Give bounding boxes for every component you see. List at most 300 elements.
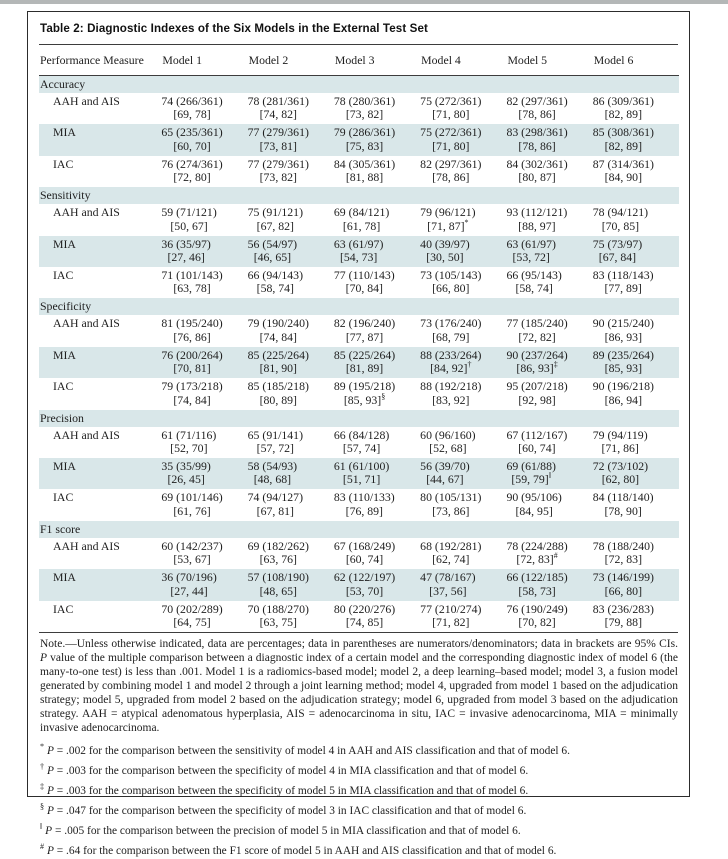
footnote-symbol: ‡ <box>40 782 45 792</box>
cell-value: 66 (84/128) <box>333 427 390 442</box>
cell-value: 56 (54/97) <box>247 236 298 251</box>
data-cell <box>506 489 592 520</box>
cell-value: 80 (220/276) <box>333 601 396 616</box>
col-header-model-3: Model 3 <box>334 45 420 76</box>
data-cell <box>506 458 592 489</box>
cell-value: 65 (235/361) <box>161 125 223 140</box>
cell-ci: [67, 81] <box>256 503 294 518</box>
cell-ci: [66, 80] <box>432 281 470 296</box>
section-row <box>39 298 679 315</box>
data-cell <box>506 347 592 378</box>
cell-value: 63 (61/97) <box>506 236 556 251</box>
data-cell <box>334 489 420 520</box>
data-cell <box>593 236 679 267</box>
cell-value: 78 (280/361) <box>333 94 396 108</box>
footnote-marker: # <box>553 551 558 561</box>
data-cell <box>248 489 334 520</box>
cell-ci: [70, 82] <box>518 615 556 630</box>
cell-ci: [78, 86] <box>518 107 556 122</box>
diagnostic-indexes-table <box>39 45 679 632</box>
data-cell <box>593 204 679 235</box>
table-row <box>39 236 679 267</box>
data-cell <box>248 458 334 489</box>
data-cell <box>506 378 592 409</box>
cell-value: 74 (94/127) <box>247 490 304 505</box>
data-cell <box>506 236 592 267</box>
data-cell <box>334 538 420 569</box>
data-cell <box>161 236 247 267</box>
row-label: AAH and AIS <box>53 94 120 108</box>
table-row <box>39 601 679 632</box>
cell-ci: [76, 89] <box>345 503 383 518</box>
cell-ci: [74, 84] <box>173 392 211 407</box>
cell-ci: [86, 93] <box>516 361 554 376</box>
col-header-performance-measure: Performance Measure <box>39 45 161 76</box>
cell-value: 66 (94/143) <box>247 268 304 283</box>
cell-value: 82 (297/361) <box>506 94 568 108</box>
data-cell <box>161 458 247 489</box>
cell-ci: [73, 86] <box>432 503 470 518</box>
cell-value: 76 (190/249) <box>506 601 568 616</box>
cell-value: 56 (39/70) <box>420 459 470 474</box>
data-cell <box>248 378 334 409</box>
footnote-p-symbol: P <box>46 805 54 818</box>
cell-ci: [86, 94] <box>604 392 643 407</box>
cell-value: 76 (200/264) <box>161 347 223 362</box>
cell-ci: [70, 85] <box>601 218 640 233</box>
data-cell <box>248 124 334 155</box>
table-row <box>39 315 679 346</box>
table-row <box>39 124 679 155</box>
data-cell <box>593 378 679 409</box>
cell-ci: [46, 65] <box>253 250 292 265</box>
cell-value: 36 (35/97) <box>161 236 211 251</box>
cell-ci: [61, 76] <box>173 503 211 518</box>
cell-ci: [78, 90] <box>604 503 642 518</box>
data-cell <box>420 267 506 298</box>
section-header-label: Sensitivity <box>40 188 91 203</box>
data-cell <box>161 156 247 187</box>
footnote-symbol: § <box>40 802 45 812</box>
data-cell <box>420 315 506 346</box>
cell-value: 69 (61/88) <box>506 459 556 474</box>
data-cell <box>248 236 334 267</box>
cell-ci: [77, 89] <box>604 281 642 296</box>
cell-ci: [63, 76] <box>259 552 297 567</box>
row-label: MIA <box>53 236 76 251</box>
section-header-label: Specificity <box>40 299 92 314</box>
cell-ci: [82, 89] <box>604 107 643 122</box>
data-cell <box>420 347 506 378</box>
cell-ci: [76, 86] <box>173 329 211 344</box>
row-label: IAC <box>53 601 74 616</box>
footnote-text: = .047 for the comparison between the specificity of model 3 in IAC classification and that of model 6. <box>53 805 527 818</box>
footnote-text: = .003 for the comparison between the specificity of model 4 in MIA classification and that of model 6. <box>53 765 529 778</box>
cell-ci: [88, 97] <box>518 218 556 233</box>
footnote <box>40 739 678 759</box>
cell-value: 69 (182/262) <box>247 538 309 553</box>
row-label: IAC <box>53 156 74 171</box>
cell-ci: [59, 79] <box>511 472 549 487</box>
data-cell <box>248 267 334 298</box>
data-cell <box>420 489 506 520</box>
cell-ci: [70, 81] <box>173 361 211 376</box>
data-cell <box>420 569 506 600</box>
cell-value: 83 (298/361) <box>506 125 568 140</box>
data-cell <box>334 601 420 632</box>
cell-value: 36 (70/196) <box>161 570 217 585</box>
col-header-model-2: Model 2 <box>248 45 334 76</box>
cell-value: 74 (266/361) <box>161 94 223 108</box>
cell-ci: [86, 93] <box>604 329 643 344</box>
cell-value: 69 (84/121) <box>333 205 390 220</box>
cell-value: 78 (94/121) <box>592 205 649 220</box>
cell-value: 67 (168/249) <box>333 538 396 553</box>
cell-value: 80 (105/131) <box>420 490 482 505</box>
cell-ci: [63, 78] <box>173 281 211 296</box>
data-cell <box>506 267 592 298</box>
footnote-p-symbol: P <box>46 845 54 858</box>
table-card <box>27 11 690 858</box>
section-header-label: Precision <box>40 410 84 425</box>
cell-value: 90 (196/218) <box>592 379 654 394</box>
cell-value: 84 (302/361) <box>506 156 568 171</box>
data-cell <box>506 156 592 187</box>
cell-ci: [71, 80] <box>432 107 470 122</box>
cell-value: 40 (39/97) <box>420 236 470 251</box>
cell-ci: [74, 85] <box>345 615 384 630</box>
footnote <box>40 819 678 839</box>
cell-value: 85 (225/264) <box>247 347 309 362</box>
table-row <box>39 378 679 409</box>
table-note <box>40 638 678 735</box>
cell-ci: [73, 82] <box>259 170 297 185</box>
section-row <box>39 410 679 427</box>
data-cell <box>161 315 247 346</box>
cell-ci: [85, 93] <box>604 361 643 376</box>
col-header-model-4: Model 4 <box>420 45 506 76</box>
cell-ci: [77, 87] <box>345 329 384 344</box>
row-label: IAC <box>53 490 74 505</box>
cell-value: 73 (146/199) <box>592 570 654 585</box>
cell-value: 82 (196/240) <box>333 316 396 331</box>
cell-ci: [73, 82] <box>345 107 384 122</box>
data-cell <box>248 569 334 600</box>
cell-ci: [71, 86] <box>601 441 639 456</box>
row-label: AAH and AIS <box>53 205 120 220</box>
cell-value: 69 (101/146) <box>161 490 223 505</box>
cell-ci: [81, 88] <box>345 170 384 185</box>
cell-value: 89 (235/264) <box>592 347 654 362</box>
data-cell <box>248 156 334 187</box>
cell-ci: [71, 82] <box>432 615 470 630</box>
cell-ci: [81, 90] <box>259 361 297 376</box>
cell-value: 75 (91/121) <box>247 205 304 220</box>
cell-ci: [57, 72] <box>256 441 294 456</box>
cell-value: 77 (185/240) <box>506 316 568 331</box>
cell-value: 79 (94/119) <box>592 427 648 442</box>
cell-ci: [52, 68] <box>429 441 467 456</box>
data-cell <box>161 569 247 600</box>
data-cell <box>248 601 334 632</box>
cell-value: 84 (118/140) <box>592 490 654 505</box>
data-cell <box>506 538 592 569</box>
cell-ci: [51, 71] <box>342 472 381 487</box>
cell-ci: [66, 80] <box>604 583 643 598</box>
screenshot-top-edge <box>0 0 728 4</box>
cell-ci: [52, 70] <box>170 441 208 456</box>
data-cell <box>593 124 679 155</box>
cell-ci: [74, 82] <box>259 107 297 122</box>
cell-ci: [72, 83] <box>516 552 554 567</box>
data-cell <box>334 378 420 409</box>
cell-value: 83 (110/133) <box>333 490 395 505</box>
data-cell <box>420 378 506 409</box>
note-text-post: value of the multiple comparison between a diagnostic index of a certain model and the corresponding diagnostic index of model 6 (the many-to-one test) is less than .001. Model 1 is a radiomics-based model; model 2, a deep learning–based model; model 3, a fusion model generated by combining model 1 and model 2 through a joint learning method; model 4, upgraded from model 1 based on the adjudication strategy; model 5, upgraded from model 2 based on the adjudication strategy; model 6, upgraded from model 3 based on the adjudication strategy. AAH = atypical adenomatous hyperplasia, AIS = adenocarcinoma in situ, IAC = invasive adenocarcinoma, MIA = minimally invasive adenocarcinoma. <box>40 652 678 734</box>
data-cell <box>593 601 679 632</box>
cell-ci: [60, 74] <box>518 441 556 456</box>
data-cell <box>161 204 247 235</box>
data-cell <box>248 538 334 569</box>
cell-value: 83 (118/143) <box>592 268 654 283</box>
cell-value: 90 (237/264) <box>506 347 568 362</box>
cell-ci: [72, 82] <box>518 329 556 344</box>
cell-ci: [64, 75] <box>173 615 211 630</box>
cell-ci: [72, 80] <box>173 170 211 185</box>
data-cell <box>593 569 679 600</box>
footnote-symbol: # <box>40 842 45 852</box>
footnote <box>40 759 678 779</box>
row-label: IAC <box>53 379 74 394</box>
cell-ci: [80, 87] <box>518 170 556 185</box>
cell-value: 59 (71/121) <box>161 205 217 220</box>
data-cell <box>334 236 420 267</box>
data-cell <box>334 315 420 346</box>
cell-value: 70 (202/289) <box>161 601 223 616</box>
footnote-text: = .64 for the comparison between the F1 score of model 5 in AAH and AIS classification and that of model 6. <box>53 845 557 858</box>
footnote-symbol: * <box>40 742 45 752</box>
data-cell <box>506 315 592 346</box>
section-row <box>39 187 679 204</box>
row-label: AAH and AIS <box>53 538 120 553</box>
footnote-p-symbol: P <box>45 825 53 838</box>
data-cell <box>506 569 592 600</box>
row-label: MIA <box>53 347 76 362</box>
data-cell <box>334 267 420 298</box>
footnote <box>40 779 678 799</box>
cell-ci: [53, 72] <box>512 250 550 265</box>
data-cell <box>161 601 247 632</box>
footnote <box>40 799 678 819</box>
data-cell <box>334 427 420 458</box>
data-cell <box>593 267 679 298</box>
column-header-row <box>39 45 679 76</box>
cell-ci: [78, 86] <box>518 138 556 153</box>
cell-ci: [60, 74] <box>345 552 384 567</box>
data-cell <box>161 538 247 569</box>
data-cell <box>506 93 592 124</box>
data-cell <box>420 427 506 458</box>
data-cell <box>334 156 420 187</box>
cell-value: 75 (272/361) <box>420 125 482 140</box>
footnote-marker: * <box>464 217 469 227</box>
cell-value: 60 (96/160) <box>420 427 476 442</box>
cell-ci: [57, 74] <box>342 441 381 456</box>
cell-ci: [27, 44] <box>170 583 208 598</box>
cell-ci: [92, 98] <box>518 392 556 407</box>
row-label: MIA <box>53 459 76 474</box>
cell-value: 79 (286/361) <box>333 125 396 140</box>
cell-ci: [62, 80] <box>601 472 640 487</box>
cell-value: 79 (190/240) <box>247 316 309 331</box>
cell-value: 78 (281/361) <box>247 94 309 108</box>
data-cell <box>593 458 679 489</box>
cell-value: 85 (308/361) <box>592 125 654 140</box>
data-cell <box>161 124 247 155</box>
cell-value: 88 (233/264) <box>420 347 482 362</box>
data-cell <box>161 93 247 124</box>
data-cell <box>161 267 247 298</box>
cell-ci: [69, 78] <box>173 107 211 122</box>
data-cell <box>593 538 679 569</box>
footnote-marker: ‖ <box>548 471 551 481</box>
cell-value: 87 (314/361) <box>592 156 654 171</box>
col-header-model-1: Model 1 <box>161 45 247 76</box>
data-cell <box>420 601 506 632</box>
row-label: AAH and AIS <box>53 316 120 331</box>
cell-ci: [48, 65] <box>259 583 297 598</box>
data-cell <box>593 427 679 458</box>
cell-value: 90 (215/240) <box>592 316 654 331</box>
data-cell <box>161 489 247 520</box>
footnote-p-symbol: P <box>46 785 54 798</box>
cell-value: 79 (96/121) <box>420 205 476 220</box>
data-cell <box>161 378 247 409</box>
cell-ci: [37, 56] <box>429 583 467 598</box>
section-row <box>39 521 679 538</box>
row-label: AAH and AIS <box>53 427 120 442</box>
cell-ci: [54, 73] <box>339 250 378 265</box>
col-header-model-6: Model 6 <box>593 45 679 76</box>
data-cell <box>248 427 334 458</box>
cell-ci: [62, 74] <box>432 552 470 567</box>
data-cell <box>420 458 506 489</box>
data-cell <box>593 347 679 378</box>
cell-ci: [68, 79] <box>432 329 470 344</box>
footnote-p-symbol: P <box>46 765 54 778</box>
data-cell <box>593 489 679 520</box>
data-cell <box>248 315 334 346</box>
footnote-symbol: ‖ <box>40 822 43 832</box>
cell-value: 85 (185/218) <box>247 379 309 394</box>
data-cell <box>334 124 420 155</box>
cell-ci: [75, 83] <box>345 138 384 153</box>
data-cell <box>593 315 679 346</box>
cell-ci: [74, 84] <box>259 329 297 344</box>
cell-value: 88 (192/218) <box>420 379 482 394</box>
footnote-text: = .005 for the comparison between the precision of model 5 in MIA classification and that of model 6. <box>52 825 521 838</box>
cell-ci: [67, 82] <box>256 218 294 233</box>
cell-value: 78 (188/240) <box>592 538 654 553</box>
data-cell <box>506 204 592 235</box>
cell-value: 57 (108/190) <box>247 570 309 585</box>
cell-ci: [72, 83] <box>604 552 643 567</box>
section-header-label: F1 score <box>40 521 81 536</box>
data-cell <box>506 427 592 458</box>
cell-ci: [81, 89] <box>345 361 384 376</box>
table-row <box>39 347 679 378</box>
table-row <box>39 427 679 458</box>
cell-ci: [78, 86] <box>432 170 470 185</box>
cell-value: 93 (112/121) <box>506 205 568 220</box>
cell-value: 77 (279/361) <box>247 156 309 171</box>
row-label: MIA <box>53 570 76 585</box>
footnote-text: = .003 for the comparison between the specificity of model 5 in MIA classification and that of model 6. <box>53 785 529 798</box>
data-cell <box>334 458 420 489</box>
cell-value: 61 (71/116) <box>161 427 217 442</box>
cell-value: 60 (142/237) <box>161 538 223 553</box>
cell-value: 66 (95/143) <box>506 268 562 283</box>
cell-ci: [71, 87] <box>427 218 465 233</box>
cell-ci: [61, 78] <box>342 218 381 233</box>
cell-value: 84 (305/361) <box>333 156 396 171</box>
cell-value: 78 (224/288) <box>506 538 568 553</box>
cell-ci: [30, 50] <box>426 250 464 265</box>
footnote-symbol: † <box>40 762 45 772</box>
data-cell <box>506 601 592 632</box>
cell-value: 83 (236/283) <box>592 601 654 616</box>
cell-value: 86 (309/361) <box>592 94 654 108</box>
section-row <box>39 76 679 94</box>
data-cell <box>334 93 420 124</box>
cell-ci: [79, 88] <box>604 615 643 630</box>
data-cell <box>420 124 506 155</box>
data-cell <box>506 124 592 155</box>
cell-ci: [84, 95] <box>515 503 553 518</box>
cell-value: 62 (122/197) <box>333 570 396 585</box>
data-cell <box>420 156 506 187</box>
cell-ci: [60, 70] <box>173 138 211 153</box>
data-cell <box>248 204 334 235</box>
cell-value: 35 (35/99) <box>161 459 211 474</box>
cell-value: 70 (188/270) <box>247 601 309 616</box>
cell-ci: [58, 74] <box>256 281 294 296</box>
data-cell <box>420 93 506 124</box>
cell-value: 67 (112/167) <box>506 427 568 442</box>
data-cell <box>248 347 334 378</box>
cell-value: 85 (225/264) <box>333 347 396 362</box>
data-cell <box>161 427 247 458</box>
cell-value: 61 (61/100) <box>333 459 390 474</box>
data-cell <box>420 204 506 235</box>
cell-value: 90 (95/106) <box>506 490 562 505</box>
cell-value: 68 (192/281) <box>420 538 482 553</box>
table-row <box>39 267 679 298</box>
table-row <box>39 458 679 489</box>
cell-ci: [84, 92] <box>430 361 468 376</box>
section-header-label: Accuracy <box>40 77 86 91</box>
footnote-p-symbol: P <box>46 745 54 758</box>
cell-value: 66 (122/185) <box>506 570 568 585</box>
table-row <box>39 489 679 520</box>
cell-value: 47 (78/167) <box>420 570 476 585</box>
data-cell <box>593 93 679 124</box>
cell-value: 72 (73/102) <box>592 459 649 474</box>
table-row <box>39 204 679 235</box>
cell-ci: [73, 81] <box>259 138 297 153</box>
footnotes-list <box>40 739 678 859</box>
cell-value: 76 (274/361) <box>161 156 223 171</box>
